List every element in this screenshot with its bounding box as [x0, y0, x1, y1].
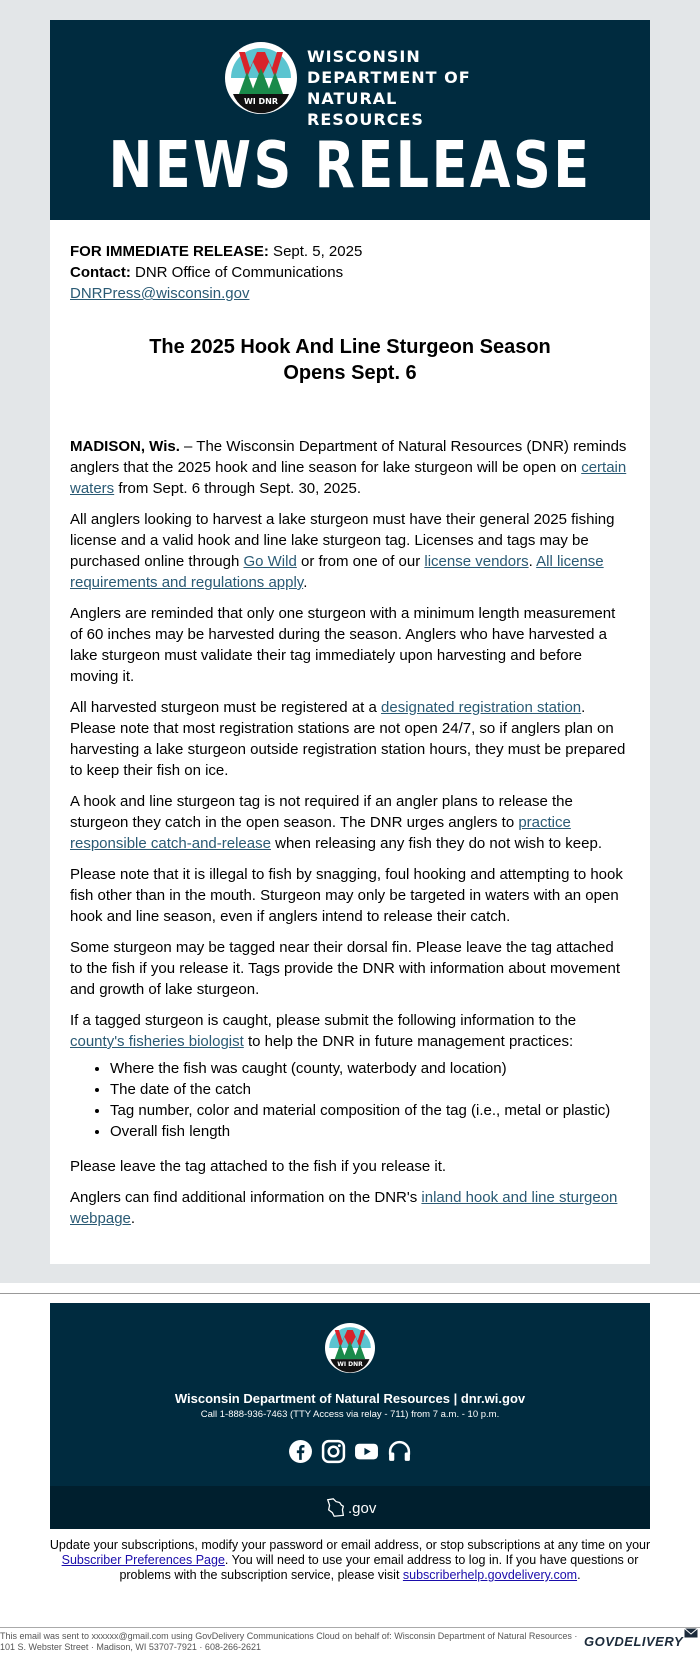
subscription-notice: [40, 1538, 660, 1583]
go-wild-link[interactable]: Go Wild: [243, 553, 297, 570]
paragraph-text: – The Wisconsin Department of Natural Resources (DNR) reminds anglers that the 2025 hook and line season for lake sturgeon will be open on: [70, 438, 627, 476]
contact-label: Contact:: [70, 264, 131, 281]
list-item: • The date of the catch: [110, 1079, 630, 1100]
subscription-text: .: [577, 1568, 581, 1582]
instagram-icon[interactable]: [321, 1439, 346, 1464]
license-vendors-link[interactable]: license vendors: [424, 553, 529, 570]
paragraph-7: Some sturgeon may be tagged near their dorsal fin. Please leave the tag attached to the fish if you release it. Tags provide the DNR with information about movement and growth of lake sturgeon.: [70, 939, 620, 998]
podcast-icon[interactable]: [387, 1439, 412, 1464]
release-date: Sept. 5, 2025: [268, 243, 363, 260]
list-item: • Tag number, color and material composition of the tag (i.e., metal or plastic): [110, 1100, 630, 1121]
footer-logo-text: WI DNR: [337, 1361, 363, 1368]
news-release-card: [50, 20, 650, 1264]
envelope-icon: [684, 1628, 698, 1638]
subscription-text: . You will need to use your email address to log in. If you have questions or problems with the subscription service, please visit: [119, 1553, 639, 1582]
disclaimer-divider: [0, 1627, 700, 1628]
agency-line-2: DEPARTMENT OF: [307, 68, 471, 87]
dnr-logo-block: [225, 42, 485, 129]
license-requirements-link[interactable]: All license requirements and regulations apply: [70, 553, 604, 591]
press-email-link[interactable]: DNRPress@wisconsin.gov: [70, 285, 250, 302]
paragraph-text: If a tagged sturgeon is caught, please submit the following information to the: [70, 1012, 577, 1029]
paragraph-text: when releasing any fish they do not wish to keep.: [270, 835, 602, 852]
paragraph-text: from Sept. 6 through Sept. 30, 2025.: [114, 480, 362, 497]
dnr-logo: [225, 42, 297, 114]
paragraph-2: [70, 509, 630, 593]
disclaimer-text: This email was sent to xxxxxx@gmail.com using GovDelivery Communications Cloud on behalf of: Wisconsin Department of Natural Resources · 101 S. Webster Street · Madison, WI 53707-7921 · 608-266-2621: [0, 1631, 578, 1652]
wisconsin-gov-mark[interactable]: [325, 1496, 377, 1520]
dateline: MADISON, Wis.: [70, 438, 180, 455]
wisconsin-state-icon: [325, 1497, 347, 1519]
list-item: • Overall fish length: [110, 1121, 630, 1142]
subscriber-preferences-link[interactable]: Subscriber Preferences Page: [61, 1553, 225, 1567]
news-release-title: NEWS RELEASE: [108, 129, 592, 203]
headline-line-1: The 2025 Hook And Line Sturgeon Season: [149, 336, 551, 358]
release-meta: [70, 241, 630, 304]
paragraph-text: All harvested sturgeon must be registered at a: [70, 699, 382, 716]
article-body: [70, 436, 630, 1239]
tag-info-list: [110, 1058, 630, 1142]
agency-line-1: WISCONSIN: [307, 47, 421, 66]
paragraph-text: Anglers can find additional information on the DNR's: [70, 1189, 422, 1206]
paragraph-text: to help the DNR in future management practices:: [243, 1033, 574, 1050]
paragraph-text: . Please note that most registration stations are not open 24/7, so if anglers plan on harvesting a lake sturgeon outside registration station hours, they must be prepared to keep their fish on ice.: [70, 699, 626, 779]
paragraph-text: All anglers looking to harvest a lake sturgeon must have their general 2025 fishing license and a valid hook and line lake sturgeon tag. Licenses and tags may be purchased online through: [70, 511, 615, 570]
paragraph-text: A hook and line sturgeon tag is not required if an angler plans to release the sturgeon they catch in the open season. The DNR urges anglers to: [70, 793, 573, 831]
headline-line-2: Opens Sept. 6: [283, 362, 417, 384]
footer-gov-band: [50, 1486, 650, 1529]
subscription-text: Update your subscriptions, modify your password or email address, or stop subscriptions at any time on your: [49, 1538, 651, 1552]
list-item: • Where the fish was caught (county, waterbody and location): [110, 1058, 630, 1079]
paragraph-5: [70, 791, 630, 854]
header-banner: [50, 20, 650, 220]
paragraph-9: Please leave the tag attached to the fish if you release it.: [70, 1158, 447, 1175]
sturgeon-webpage-link[interactable]: inland hook and line sturgeon webpage: [70, 1189, 618, 1227]
govdelivery-logo[interactable]: GOVDELIVERY: [584, 1634, 684, 1649]
footer-phone: Call 1-888-936-7463 (TTY Access via relay - 711) from 7 a.m. - 10 p.m.: [200, 1409, 500, 1420]
logo-text: WI DNR: [243, 97, 279, 106]
facebook-icon[interactable]: [288, 1439, 313, 1464]
headline: [70, 334, 630, 386]
release-label: FOR IMMEDIATE RELEASE:: [70, 243, 269, 260]
divider: [0, 1293, 700, 1294]
paragraph-text: .: [303, 574, 308, 591]
social-links: [50, 1439, 650, 1464]
footer-banner: [50, 1303, 650, 1529]
footer-org-name: Wisconsin Department of Natural Resources | dnr.wi.gov: [174, 1391, 526, 1406]
paragraph-text: .: [528, 553, 537, 570]
paragraph-1: [70, 436, 630, 499]
paragraph-8: [70, 1010, 630, 1052]
gov-text: .gov: [348, 1499, 377, 1517]
subscriber-help-link[interactable]: subscriberhelp.govdelivery.com: [402, 1568, 578, 1582]
youtube-icon[interactable]: [354, 1439, 379, 1464]
agency-name: [307, 46, 485, 130]
registration-station-link[interactable]: designated registration station: [381, 699, 582, 716]
agency-line-3: NATURAL RESOURCES: [307, 89, 424, 129]
paragraph-10: [70, 1187, 630, 1229]
certain-waters-link[interactable]: certain waters: [70, 459, 627, 497]
footer-dnr-logo[interactable]: [325, 1323, 375, 1373]
fisheries-biologist-link[interactable]: county's fisheries biologist: [70, 1033, 244, 1050]
contact-value: DNR Office of Communications: [130, 264, 344, 281]
paragraph-4: [70, 697, 630, 781]
paragraph-text: or from one of our: [296, 553, 425, 570]
paragraph-text: .: [130, 1210, 136, 1227]
paragraph-3: Anglers are reminded that only one sturgeon with a minimum length measurement of 60 inches may be harvested during the season. Anglers who have harvested a lake sturgeon must validate their tag immediately upon harvesting and before moving it.: [70, 605, 616, 685]
catch-and-release-link[interactable]: practice responsible catch-and-release: [70, 814, 571, 852]
paragraph-6: Please note that it is illegal to fish by snagging, foul hooking and attempting to hook fish other than in the mouth. Sturgeon may only be targeted in waters with an open hook and line season, even if anglers intend to release their catch.: [70, 866, 623, 925]
